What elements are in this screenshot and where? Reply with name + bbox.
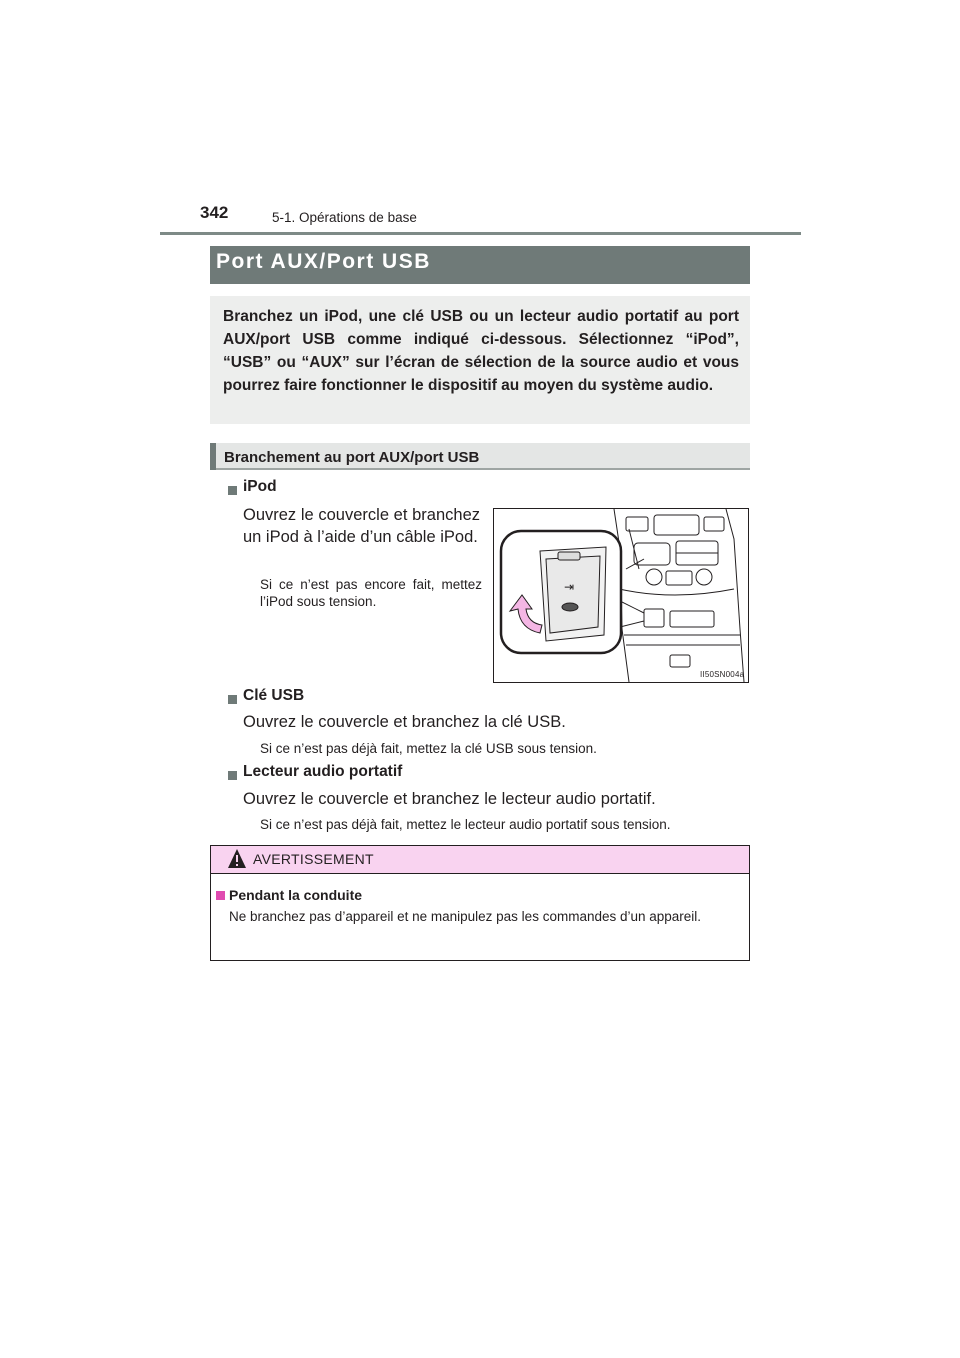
item-title-ipod: iPod: [243, 478, 277, 495]
warning-bullet-icon: [216, 891, 225, 900]
header-divider: [160, 232, 801, 235]
dashboard-drawing: [494, 509, 748, 682]
usb-port-illustration: [493, 508, 749, 683]
bullet-square-icon: [228, 695, 237, 704]
item-text-usb: Ouvrez le couvercle et branchez la clé USB.: [243, 713, 566, 731]
warning-triangle-icon: [227, 848, 247, 870]
bullet-square-icon: [228, 486, 237, 495]
warning-item-title: Pendant la conduite: [229, 887, 363, 903]
item-note-portable-player: Si ce n’est pas déjà fait, mettez le lecteur audio portatif sous tension.: [260, 817, 671, 832]
item-portable-player: [228, 767, 237, 785]
item-title-usb: Clé USB: [243, 687, 305, 704]
warning-item-text: Ne branchez pas d’appareil et ne manipulez pas les commandes d’un appareil.: [229, 909, 702, 924]
item-ipod: [228, 482, 237, 500]
page-title: Port AUX/Port USB: [216, 250, 431, 273]
item-usb: [228, 691, 237, 709]
item-note-usb: Si ce n’est pas déjà fait, mettez la clé USB sous tension.: [260, 741, 597, 756]
item-title-portable-player: Lecteur audio portatif: [243, 763, 403, 780]
section-reference: 5-1. Opérations de base: [272, 210, 417, 225]
subheading-accent: [210, 443, 216, 470]
page-number: 342: [200, 203, 229, 222]
item-text-ipod: Ouvrez le couvercle et branchez un iPod à l’aide d’un câble iPod.: [243, 506, 480, 546]
subheading: Branchement au port AUX/port USB: [224, 449, 480, 466]
warning-label: AVERTISSEMENT: [253, 851, 374, 867]
figure-code: II50SN004a: [700, 670, 745, 679]
bullet-square-icon: [228, 771, 237, 780]
item-note-ipod: Si ce n’est pas encore fait, mettez l’iPod sous tension.: [260, 577, 482, 609]
item-text-portable-player: Ouvrez le couvercle et branchez le lecteur audio portatif.: [243, 790, 656, 808]
svg-text:⇥: ⇥: [564, 580, 575, 594]
intro-text: Branchez un iPod, une clé USB ou un lecteur audio portatif au port AUX/port USB comme indiqué ci-dessous. Sélectionnez “iPod”, “USB” ou “AUX” sur l’écran de sélection de la source audio et vous pourrez faire fonctionner le dispositif au moyen du système audio.: [223, 308, 739, 394]
